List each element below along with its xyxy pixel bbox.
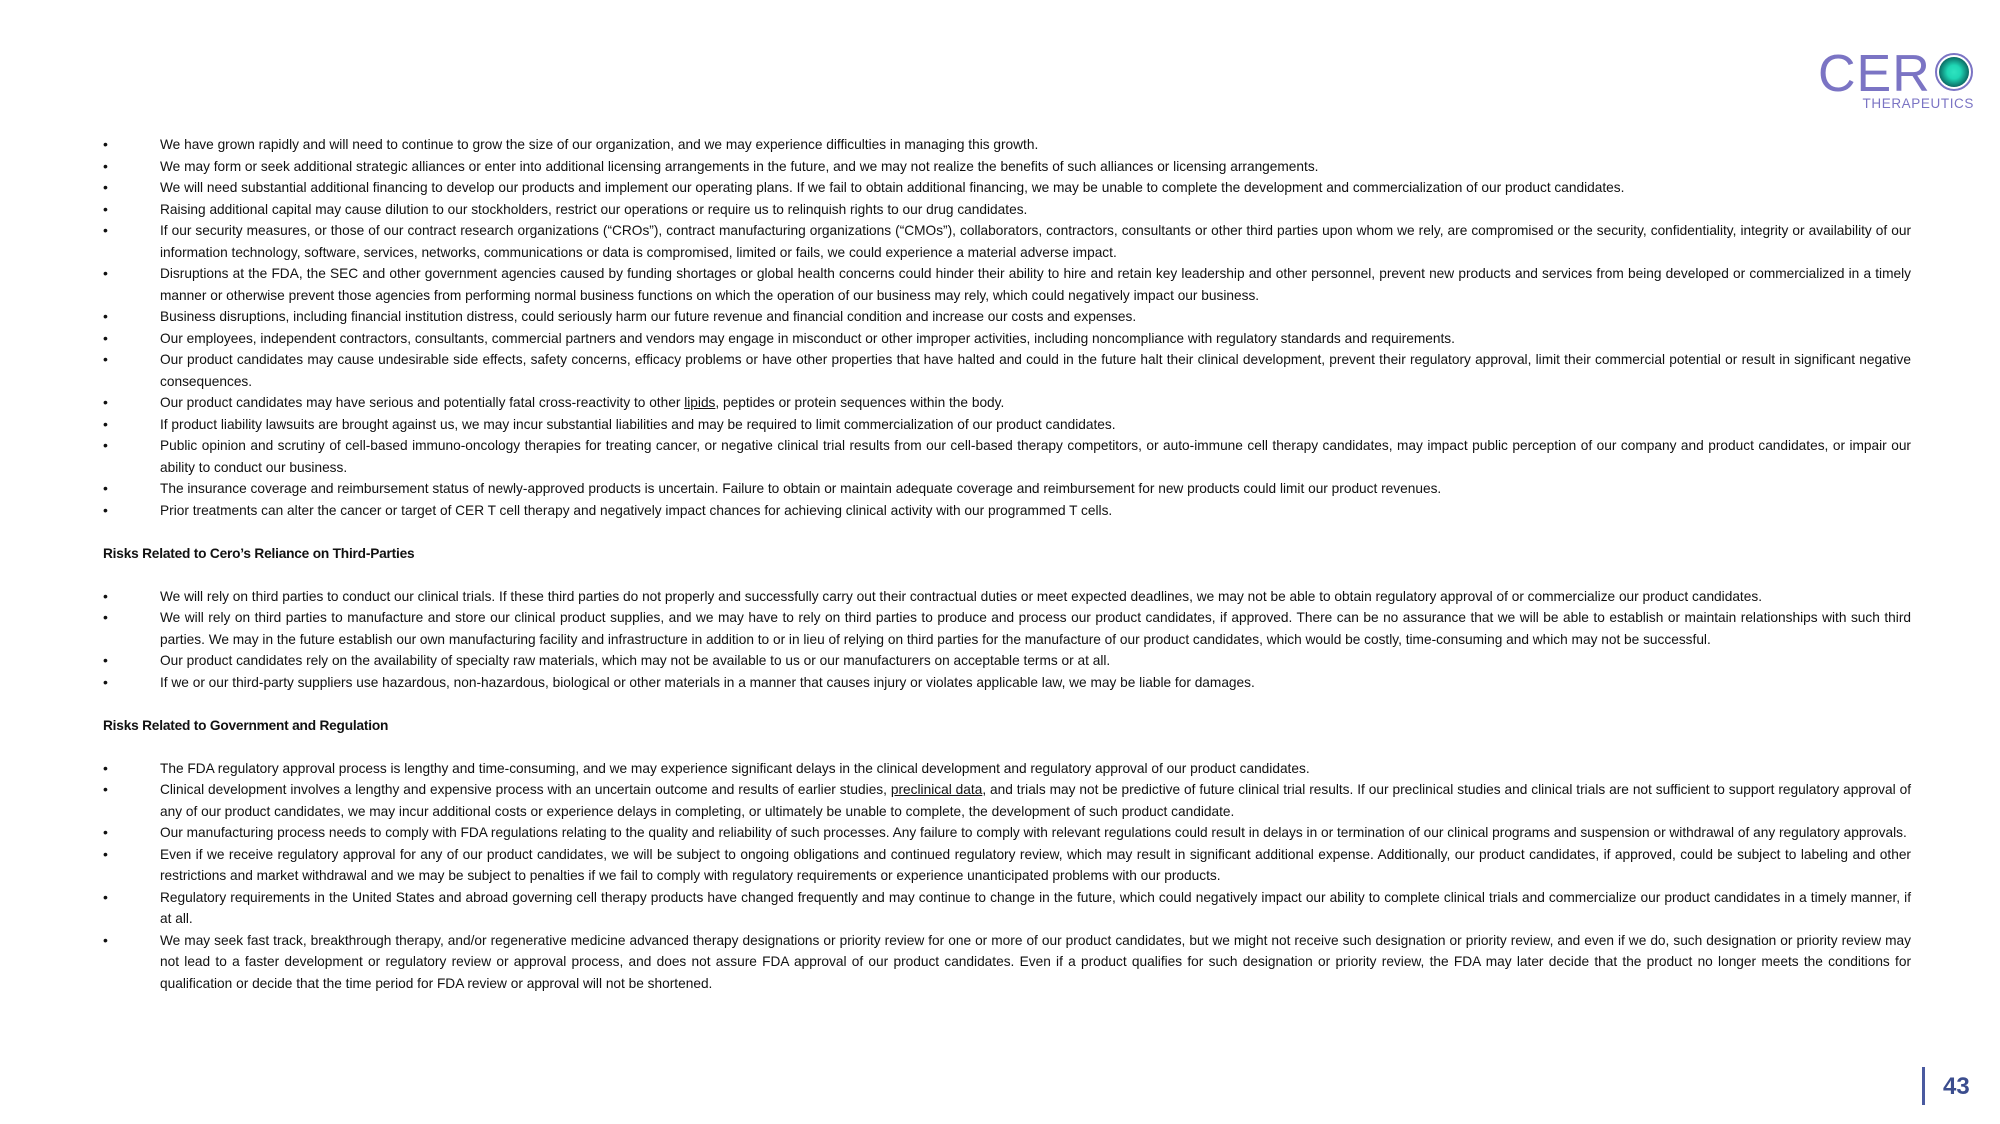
- bullet-text: Our product candidates may cause undesirable side effects, safety concerns, efficacy problems or have other properties that have halted and could in the future halt their clinical development, prevent their regulatory approval, limit their commercial potential or result in significant negative consequences.: [160, 352, 1911, 389]
- bullet-text: Disruptions at the FDA, the SEC and other government agencies caused by funding shortages or global health concerns could hinder their ability to hire and retain key leadership and other personnel, prevent new products and services from being developed or commercialized in a timely manner or otherwise prevent those agencies from performing normal business functions on which the operation of our business may rely, which could negatively impact our business.: [160, 266, 1911, 303]
- bullet-text: If product liability lawsuits are brought against us, we may incur substantial liabilities and may be required to limit commercialization of our product candidates.: [160, 416, 1116, 432]
- bullet-text: Public opinion and scrutiny of cell-based immuno-oncology therapies for treating cancer, or negative clinical trial results from our cell-based therapy competitors, or auto-immune cell therapy candidates, may impact public perception of our company and product candidates, or impair our ability to conduct our business.: [160, 438, 1911, 475]
- section-heading-government: Risks Related to Government and Regulation: [103, 718, 389, 733]
- bullet-item: [103, 822, 1911, 844]
- bullet-text: , peptides or protein sequences within the body.: [715, 395, 1005, 410]
- bullet-item: [103, 220, 1911, 263]
- bullet-text: We may form or seek additional strategic alliances or enter into additional licensing arrangements in the future, and we may not realize the benefits of such alliances or licensing arrangements.: [160, 158, 1319, 174]
- bullet-item: [103, 586, 1911, 608]
- bullet-text: Our employees, independent contractors, consultants, commercial partners and vendors may engage in misconduct or other improper activities, including noncompliance with regulatory standards and requirements.: [160, 330, 1455, 346]
- section-heading-third-parties: Risks Related to Cero’s Reliance on Third-Parties: [103, 546, 415, 561]
- bullet-item: [103, 392, 1911, 414]
- bullet-text: Even if we receive regulatory approval for any of our product candidates, we will be subject to ongoing obligations and continued regulatory review, which may result in significant additional expense. Additionally, our product candidates, if approved, could be subject to labeling and other restrictions and market withdrawal and we may be subject to penalties if we fail to comply with regulatory requirements or experience unanticipated problems with our products.: [160, 846, 1911, 883]
- bullet-item: [103, 435, 1911, 478]
- bullet-item: [103, 672, 1911, 694]
- bullet-item: [103, 328, 1911, 350]
- bullet-text: , and trials may not be predictive of future clinical trial results. If our preclinical studies and clinical trials are not sufficient to support regulatory approval of any of our product candidates, we may incur additional costs or experience delays in completing, or ultimately be unable to complete, the development of such product candidate.: [160, 782, 1911, 819]
- bullet-text: Our manufacturing process needs to comply with FDA regulations relating to the quality and reliability of such processes. Any failure to comply with relevant regulations could result in delays in or termination of our clinical programs and suspension or withdrawal of any regulatory approvals.: [160, 825, 1907, 840]
- third-parties-bullet-list: [103, 586, 1911, 694]
- logo-o-icon: [1934, 52, 1974, 92]
- bullet-text: The FDA regulatory approval process is lengthy and time-consuming, and we may experience significant delays in the clinical development and regulatory approval of our product candidates.: [160, 760, 1310, 776]
- bullet-item: [103, 930, 1911, 995]
- bullet-text: Business disruptions, including financial institution distress, could seriously harm our future revenue and financial condition and increase our costs and expenses.: [160, 309, 1137, 324]
- bullet-item: [103, 156, 1911, 178]
- bullet-item: [103, 199, 1911, 221]
- bullet-text: The insurance coverage and reimbursement status of newly-approved products is uncertain. Failure to obtain or maintain adequate coverage and reimbursement for new products could limit our product revenues.: [160, 481, 1442, 496]
- page-number: 43: [1943, 1073, 1970, 1100]
- bullet-text: Our product candidates may have serious and potentially fatal cross-reactivity to other: [160, 395, 685, 410]
- bullet-item: [103, 500, 1911, 522]
- bullet-item: [103, 887, 1911, 930]
- bullet-text: If our security measures, or those of our contract research organizations (“CROs”), contract manufacturing organizations (“CMOs”), collaborators, contractors, consultants or other third parties upon whom we rely, are compromised or the security, confidentiality, integrity or availability of our information technology, software, services, networks, communications or data is compromised, limited or fails, we could experience a material adverse impact.: [160, 223, 1911, 260]
- bullet-item: [103, 844, 1911, 887]
- bullet-item: [103, 779, 1911, 822]
- bullet-text: We have grown rapidly and will need to continue to grow the size of our organization, and we may experience difficulties in managing this growth.: [160, 137, 1039, 152]
- bullet-text: Regulatory requirements in the United States and abroad governing cell therapy products have changed frequently and may continue to change in the future, which could negatively impact our ability to complete clinical trials and commercialize our product candidates in a timely manner, if at all.: [160, 889, 1911, 926]
- government-bullet-list: [103, 758, 1911, 995]
- risk-factors-content: [103, 134, 1911, 994]
- bullet-item: [103, 177, 1911, 199]
- logo-subtitle: THERAPEUTICS: [1862, 96, 1974, 111]
- bullet-text: Our product candidates rely on the availability of specialty raw materials, which may not be available to us or our manufacturers on acceptable terms or at all.: [160, 653, 1111, 668]
- page-number-divider: [1922, 1067, 1925, 1105]
- bullet-item: [103, 478, 1911, 500]
- intro-bullet-list: [103, 134, 1911, 521]
- logo-wordmark: CER: [1818, 45, 1931, 103]
- bullet-item: [103, 306, 1911, 328]
- bullet-text: We will rely on third parties to conduct our clinical trials. If these third parties do not properly and successfully carry out their contractual duties or meet expected deadlines, we may not be able to obtain regulatory approval of or commercialize our product candidates.: [160, 588, 1762, 604]
- bullet-item: [103, 607, 1911, 650]
- bullet-item: [103, 414, 1911, 436]
- underlined-link-text: lipids: [684, 395, 716, 410]
- bullet-text: We will rely on third parties to manufacture and store our clinical product supplies, and we may have to rely on third parties to produce and process our product candidates, if approved. There can be no assurance that we will be able to establish or maintain relationships with such third parties. We may in the future establish our own manufacturing facility and infrastructure in addition to or in lieu of relying on third parties for the manufacture of our product candidates, which would be costly, time-consuming and which may not be successful.: [160, 610, 1911, 647]
- bullet-text: We will need substantial additional financing to develop our products and implement our operating plans. If we fail to obtain additional financing, we may be unable to complete the development and commercialization of our product candidates.: [160, 180, 1625, 195]
- bullet-item: [103, 134, 1911, 156]
- bullet-item: [103, 263, 1911, 306]
- company-logo: [1818, 46, 1974, 112]
- bullet-item: [103, 650, 1911, 672]
- underlined-link-text: preclinical data: [890, 782, 983, 797]
- bullet-item: [103, 758, 1911, 780]
- bullet-text: We may seek fast track, breakthrough therapy, and/or regenerative medicine advanced therapy designations or priority review for one or more of our product candidates, but we might not receive such designation or priority review, and even if we do, such designation or priority review may not lead to a faster development or regulatory review or approval process, and does not assure FDA approval of our product candidates. Even if a product qualifies for such designation or priority review, the FDA may later decide that the product no longer meets the conditions for qualification or decide that the time period for FDA review or approval will not be shortened.: [160, 932, 1911, 991]
- bullet-text: Raising additional capital may cause dilution to our stockholders, restrict our operations or require us to relinquish rights to our drug candidates.: [160, 201, 1028, 217]
- bullet-text: If we or our third-party suppliers use hazardous, non-hazardous, biological or other materials in a manner that causes injury or violates applicable law, we may be liable for damages.: [160, 674, 1255, 690]
- bullet-text: Prior treatments can alter the cancer or target of CER T cell therapy and negatively impact chances for achieving clinical activity with our programmed T cells.: [160, 502, 1113, 518]
- bullet-text: Clinical development involves a lengthy and expensive process with an uncertain outcome and results of earlier studies,: [160, 782, 891, 797]
- bullet-item: [103, 349, 1911, 392]
